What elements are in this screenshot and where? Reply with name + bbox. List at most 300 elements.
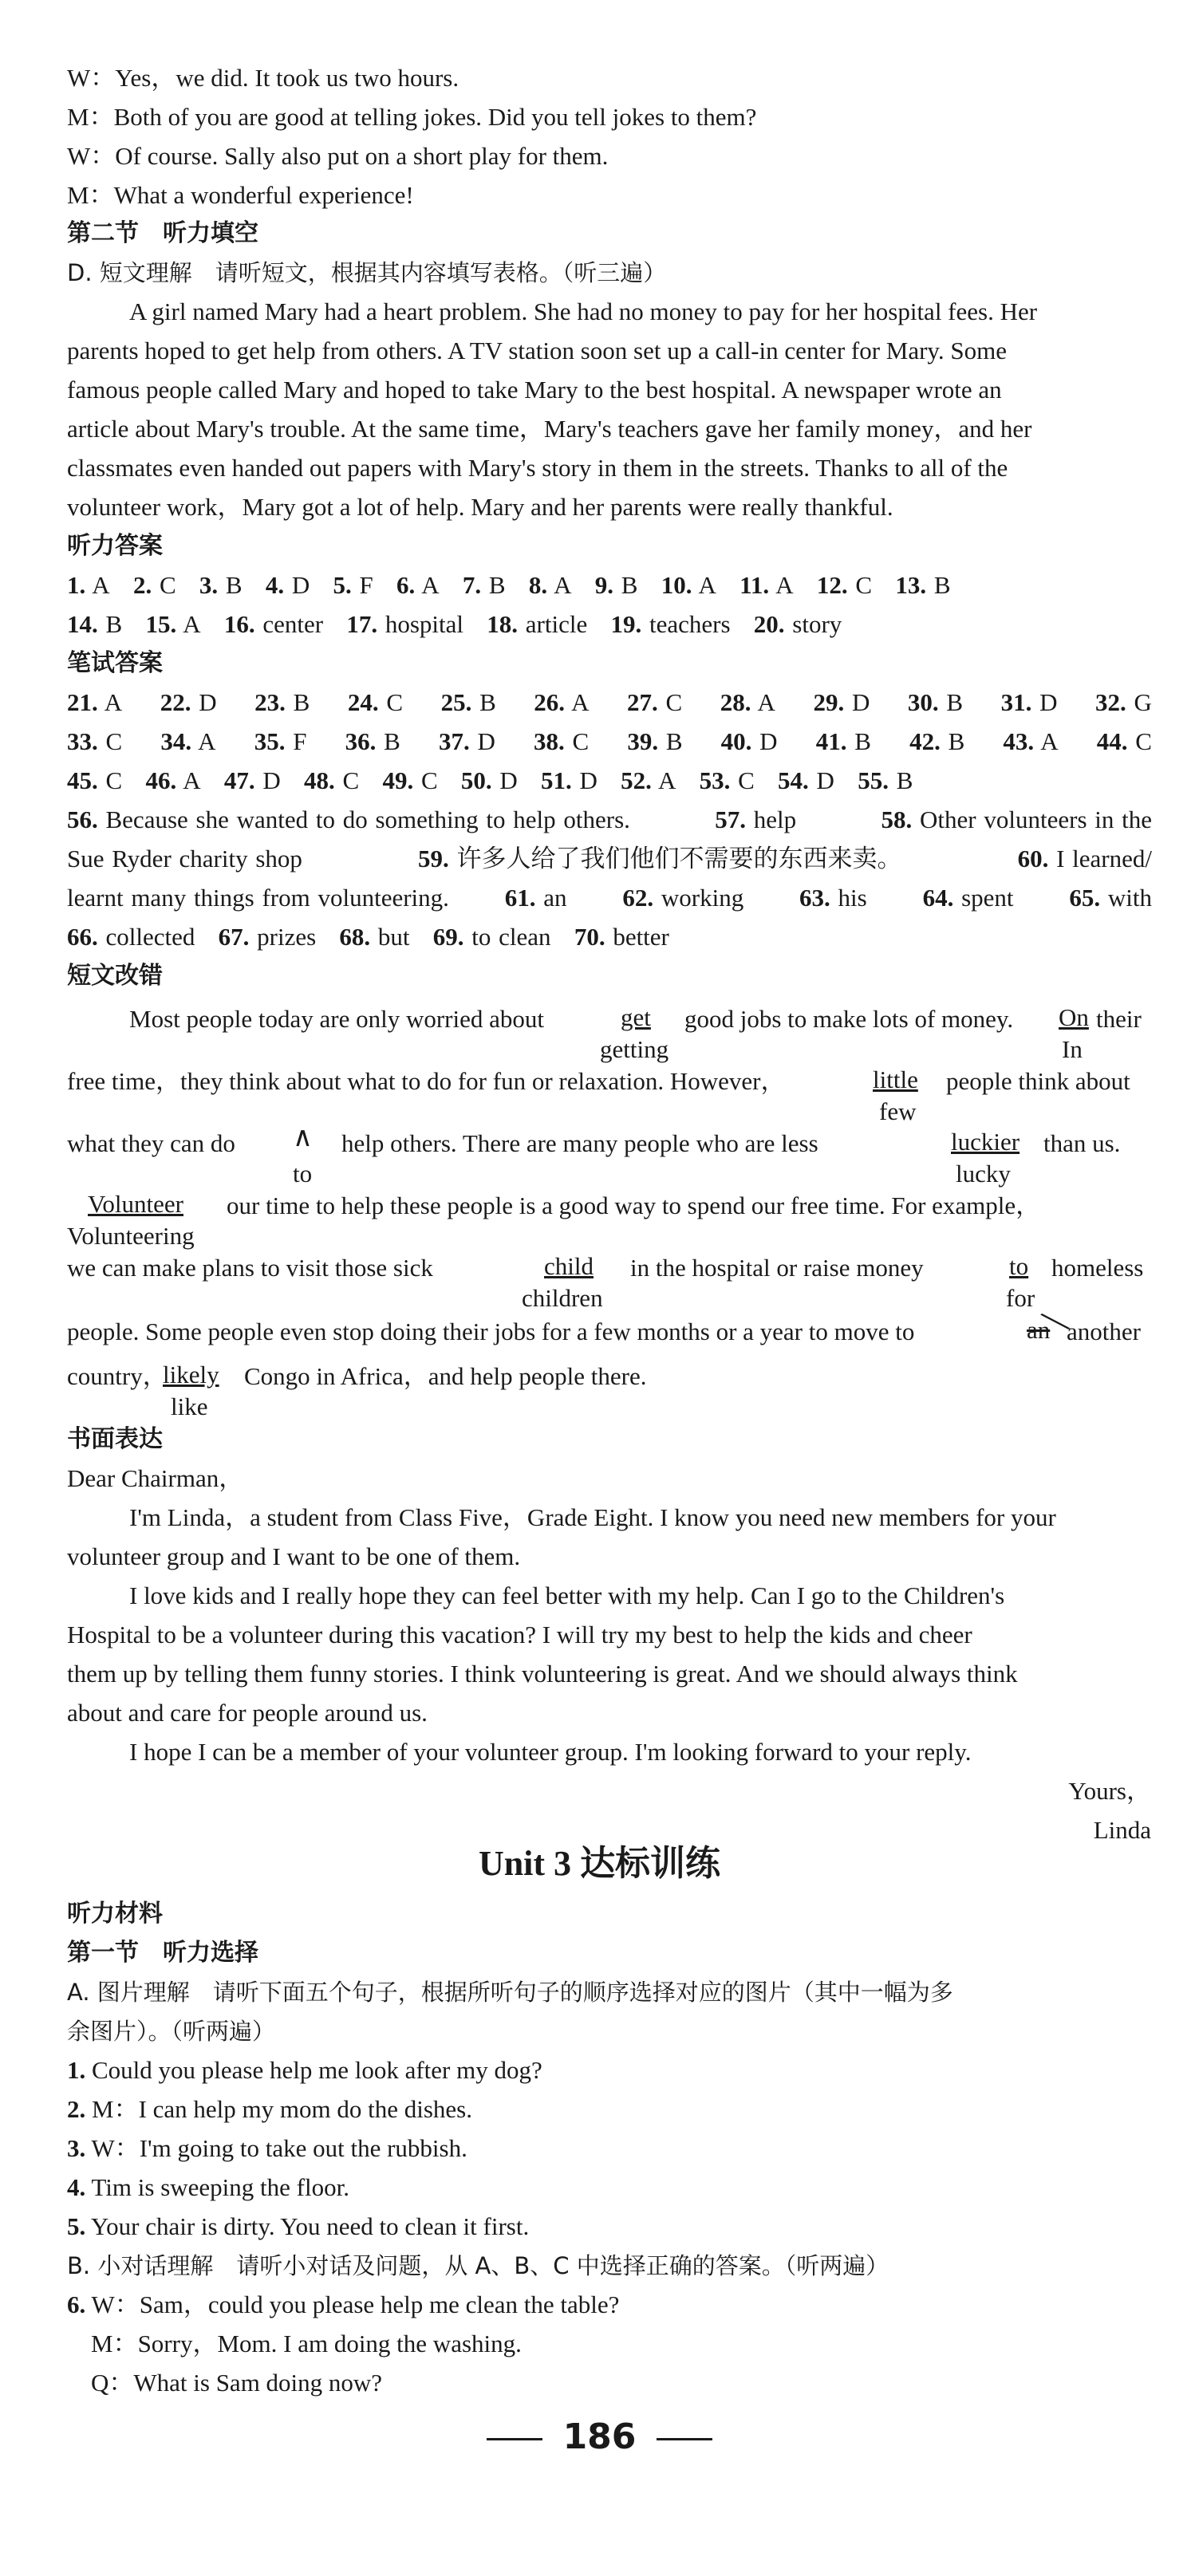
answer-item [661, 571, 716, 599]
answer-value: hospital [385, 610, 464, 638]
passage-line: article about Mary's trouble. At the same time，Mary's teachers gave her family money，and her [67, 415, 1032, 443]
question-number: 26. [534, 688, 566, 716]
answer-value: A [571, 688, 590, 716]
correction-text: free time，they think about what to do for fun or relaxation. However， [67, 1067, 786, 1095]
answer-value: A [198, 727, 216, 755]
question-number: 51. [541, 766, 572, 794]
answer-value: D [1039, 688, 1058, 716]
answer-value: F [293, 727, 307, 755]
wrong-word: luckier [951, 1128, 1020, 1156]
answer-item [858, 766, 913, 794]
question-number: 54. [778, 766, 809, 794]
answer-row [67, 685, 1152, 720]
answer-row [67, 920, 1152, 955]
answer-value: A [657, 766, 676, 794]
answer-item [754, 610, 842, 638]
insert-caret: ∧ [293, 1123, 313, 1152]
dialogue-line: 6. W：Sam，could you please help me clean the table? [67, 2290, 620, 2318]
answer-item [160, 724, 215, 759]
question-number: 52. [621, 766, 652, 794]
corrected-word: for [1006, 1284, 1035, 1312]
correction-text: help others. There are many people who are less [341, 1129, 818, 1157]
answer-value: D [262, 766, 281, 794]
answer-item [505, 880, 567, 916]
answer-value: A [698, 571, 716, 599]
question-number: 42. [909, 727, 941, 755]
answer-value: D [499, 766, 518, 794]
answer-item [348, 685, 403, 720]
answer-value: G [1134, 688, 1152, 716]
correction-text: in the hospital or raise money [630, 1254, 924, 1282]
answer-item [813, 685, 870, 720]
question-number: 2. [132, 571, 152, 599]
letter-line: I hope I can be a member of your volunteer group. I'm looking forward to your reply. [129, 1738, 972, 1766]
question-number: 66. [67, 923, 98, 951]
question-number: 7. [462, 571, 482, 599]
letter-greeting: Dear Chairman， [67, 1464, 244, 1492]
correction-text: Congo in Africa，and help people there. [244, 1362, 647, 1390]
question-number: 34. [160, 727, 192, 755]
listening-material-heading: 听力材料 [67, 1900, 163, 1928]
answer-item [1003, 724, 1058, 759]
answer-item [715, 802, 796, 837]
question-number: 15. [145, 610, 177, 638]
section-heading: 第一节 听力选择 [67, 1939, 258, 1967]
answer-item [908, 685, 963, 720]
dialogue-line: W：Of course. Sally also put on a short play for them. [67, 142, 609, 170]
letter-line: Hospital to be a volunteer during this vacation? I will try my best to help the kids and cheer [67, 1621, 972, 1648]
wrong-word: On [1059, 1003, 1089, 1031]
question-number: 46. [145, 766, 177, 794]
corrected-word: In [1062, 1035, 1083, 1063]
answer-item [254, 685, 310, 720]
answer-value: A [92, 571, 110, 599]
question-number: 58. [881, 805, 913, 833]
page-number: 186 [0, 2416, 1199, 2457]
letter-signature: Linda [1093, 1816, 1151, 1844]
question-number: 65. [1069, 884, 1101, 912]
corrected-word: children [522, 1284, 603, 1312]
passage-line: A girl named Mary had a heart problem. She had no money to pay for her hospital fees. Her [129, 297, 1038, 325]
answer-value: story [792, 610, 842, 638]
letter-line: volunteer group and I want to be one of them. [67, 1542, 521, 1570]
answer-item [595, 571, 638, 599]
corrected-word: getting [600, 1035, 669, 1063]
answer-row [67, 880, 1152, 916]
question-number: 14. [67, 610, 98, 638]
question-number: 5. [333, 571, 352, 599]
answer-row [67, 568, 1152, 603]
answer-value: B [293, 688, 310, 716]
correction-text: people. Some people even stop doing their jobs for a few months or a year to move to [67, 1318, 915, 1345]
answer-item [816, 724, 871, 759]
question-number: 70. [574, 923, 605, 951]
question-number: 61. [504, 884, 536, 912]
answer-item [439, 724, 495, 759]
letter-line: about and care for people around us. [67, 1699, 428, 1727]
question-number: 40. [720, 727, 752, 755]
sentence-item: 2. M：I can help my mom do the dishes. [67, 2095, 472, 2123]
answer-item [463, 571, 506, 599]
answer-value: B [479, 688, 496, 716]
answer-value: C [855, 571, 873, 599]
answer-value: A [554, 571, 572, 599]
answer-item [1001, 685, 1058, 720]
question-number: 41. [815, 727, 847, 755]
answer-item [621, 766, 676, 794]
answer-value: A [1040, 727, 1059, 755]
answer-value: D [477, 727, 495, 755]
answer-item [219, 923, 317, 951]
answer-value: D [579, 766, 598, 794]
answer-item [346, 610, 463, 638]
answer-item [529, 571, 572, 599]
question-number: 21. [67, 688, 98, 716]
unit-title: Unit 3 达标训练 [478, 1844, 721, 1883]
question-number: 36. [345, 727, 377, 755]
question-number: 44. [1096, 727, 1128, 755]
question-number: 59. [418, 845, 449, 872]
answer-value: C [1135, 727, 1152, 755]
listening-answers-heading: 听力答案 [67, 532, 163, 560]
answer-value: D [759, 727, 778, 755]
answer-item [817, 571, 872, 599]
question-number: 33. [67, 727, 98, 755]
answer-value: to clean [471, 923, 551, 951]
answer-value: B [665, 727, 683, 755]
answer-item [541, 766, 598, 794]
answer-value: B [225, 571, 243, 599]
question-number: 11. [740, 571, 770, 599]
question-number: 63. [799, 884, 830, 912]
answer-item [339, 923, 409, 951]
correction-text: people think about [946, 1067, 1130, 1095]
question-number: 43. [1003, 727, 1035, 755]
question-number: 49. [382, 766, 414, 794]
question-number: 57. [715, 805, 747, 833]
answer-item [610, 610, 730, 638]
answer-value: B [946, 688, 964, 716]
answer-value: A [757, 688, 775, 716]
answer-item [254, 724, 307, 759]
correction-text: homeless [1051, 1254, 1144, 1282]
question-number: 12. [816, 571, 848, 599]
question-number: 29. [813, 688, 845, 716]
question-number: 10. [661, 571, 692, 599]
answer-item [627, 685, 682, 720]
answer-item [1097, 724, 1152, 759]
answer-value: learnt many things from volunteering. [67, 884, 449, 912]
answer-value: Other volunteers in the [920, 805, 1152, 833]
question-number: 37. [438, 727, 470, 755]
writing-heading: 书面表达 [67, 1425, 163, 1453]
answer-row [67, 841, 1152, 876]
answer-item [721, 724, 778, 759]
answer-item [534, 685, 589, 720]
answer-value: D [199, 688, 217, 716]
question-number: 69. [432, 923, 464, 951]
answer-item [67, 610, 122, 638]
question-number: 20. [753, 610, 785, 638]
correction-text: Most people today are only worried about [129, 1005, 544, 1033]
answer-value: A [421, 571, 440, 599]
answer-value: A [183, 766, 201, 794]
answer-item [433, 923, 551, 951]
answer-value: center [262, 610, 324, 638]
question-number: 13. [895, 571, 927, 599]
question-number: 67. [218, 923, 250, 951]
question-number: 38. [533, 727, 565, 755]
answer-item [487, 610, 587, 638]
written-answers-heading: 笔试答案 [67, 649, 163, 677]
answer-value: Because she wanted to do something to help others. [105, 805, 630, 833]
answer-item [740, 571, 793, 599]
answer-value: B [896, 766, 913, 794]
correction-text: what they can do [67, 1129, 235, 1157]
answer-item [622, 880, 743, 916]
question-number: 8. [528, 571, 548, 599]
correction-text: another [1067, 1318, 1141, 1345]
answer-item [67, 724, 122, 759]
answer-item [67, 841, 302, 876]
answer-value: F [359, 571, 373, 599]
answer-item [700, 766, 755, 794]
answer-value: spent [961, 884, 1014, 912]
answer-value: A [183, 610, 201, 638]
answer-item [909, 724, 964, 759]
answer-value: C [738, 766, 755, 794]
deleted-word: an [1027, 1316, 1051, 1344]
section-instruction: 余图片）。（听两遍） [67, 2018, 276, 2045]
answer-item [133, 571, 176, 599]
answer-item [67, 880, 449, 916]
answer-row [67, 607, 1152, 642]
question-number: 1. [67, 571, 86, 599]
answer-item [266, 571, 310, 599]
dialogue-line: W：Yes，we did. It took us two hours. [67, 64, 459, 92]
question-number: 47. [223, 766, 255, 794]
answer-item [1018, 841, 1152, 876]
section-instruction: A. 图片理解 请听下面五个句子，根据所听句子的顺序选择对应的图片（其中一幅为多 [67, 1979, 953, 2006]
question-number: 24. [347, 688, 379, 716]
answer-value: C [420, 766, 438, 794]
sentence-item: 1. Could you please help me look after my dog? [67, 2056, 542, 2084]
question-number: 55. [858, 766, 889, 794]
answer-item [67, 802, 630, 837]
question-number: 27. [627, 688, 658, 716]
answer-value: B [488, 571, 506, 599]
answer-value: teachers [649, 610, 731, 638]
sentence-item: 3. W：I'm going to take out the rubbish. [67, 2134, 467, 2162]
answer-item [720, 685, 775, 720]
answer-value: D [816, 766, 834, 794]
answer-value: working [661, 884, 744, 912]
answer-item [461, 766, 518, 794]
corrected-word: lucky [956, 1160, 1011, 1188]
answer-value: A [104, 688, 123, 716]
answer-value: B [933, 571, 951, 599]
answer-item [923, 880, 1014, 916]
question-number: 22. [160, 688, 191, 716]
section-instruction: B. 小对话理解 请听小对话及问题，从 A、B、C 中选择正确的答案。（听两遍） [67, 2252, 889, 2279]
question-number: 16. [223, 610, 255, 638]
passage-line: parents hoped to get help from others. A TV station soon set up a call-in center for Mary. Some [67, 337, 1008, 364]
answer-row [67, 724, 1152, 759]
letter-line: them up by telling them funny stories. I think volunteering is great. And we should always think [67, 1660, 1018, 1688]
answer-value: A [775, 571, 794, 599]
corrected-word: Volunteering [67, 1222, 195, 1250]
answer-item [1095, 685, 1152, 720]
answer-item [895, 571, 950, 599]
wrong-word: Volunteer [88, 1190, 183, 1218]
question-number: 50. [460, 766, 492, 794]
correction-text: we can make plans to visit those sick [67, 1254, 433, 1282]
answer-value: B [948, 727, 965, 755]
passage-line: famous people called Mary and hoped to take Mary to the best hospital. A newspaper wrote an [67, 376, 1002, 404]
answer-value: C [572, 727, 590, 755]
answer-item [418, 841, 902, 876]
question-number: 9. [594, 571, 614, 599]
answer-item [160, 685, 217, 720]
answer-item [799, 880, 867, 916]
correction-text: than us. [1043, 1129, 1121, 1157]
wrong-word: likely [163, 1361, 219, 1388]
answer-value: prizes [257, 923, 317, 951]
correction-text: our time to help these people is a good way to spend our free time. For example， [227, 1191, 1041, 1219]
answer-item [304, 766, 359, 794]
answer-value: D [851, 688, 870, 716]
question-number: 32. [1095, 688, 1126, 716]
question-number: 64. [922, 884, 954, 912]
dialogue-line: M：Sorry，Mom. I am doing the washing. [91, 2330, 522, 2357]
letter-closing: Yours， [1068, 1777, 1151, 1805]
answer-value: C [342, 766, 360, 794]
answer-value: but [377, 923, 410, 951]
question-number: 53. [699, 766, 731, 794]
letter-line: I love kids and I really hope they can feel better with my help. Can I go to the Children's [129, 1581, 1005, 1609]
question-number: 31. [1000, 688, 1032, 716]
answer-item [396, 571, 440, 599]
answer-value: C [105, 727, 123, 755]
answer-item [145, 766, 200, 794]
sentence-item: 5. Your chair is dirty. You need to clean it first. [67, 2212, 530, 2240]
question-number: 62. [622, 884, 654, 912]
answer-item [778, 766, 834, 794]
letter-line: I'm Linda，a student from Class Five，Grade Eight. I know you need new members for your [129, 1503, 1056, 1531]
answer-item [534, 724, 589, 759]
answer-value: better [613, 923, 669, 951]
section-instruction: D. 短文理解 请听短文，根据其内容填写表格。（听三遍） [67, 259, 667, 286]
answer-item [345, 724, 400, 759]
question-number: 48. [304, 766, 335, 794]
passage-line: volunteer work，Mary got a lot of help. Mary and her parents were really thankful. [67, 493, 893, 521]
question-number: 18. [487, 610, 519, 638]
answer-item [145, 610, 200, 638]
answer-item [333, 571, 373, 599]
answer-item [627, 724, 682, 759]
correction-text: country， [67, 1362, 168, 1390]
wrong-word: to [1009, 1252, 1029, 1280]
correction-heading: 短文改错 [67, 962, 163, 990]
dialogue-line: M：Both of you are good at telling jokes. Did you tell jokes to them? [67, 103, 757, 131]
question-number: 17. [346, 610, 378, 638]
passage-line: classmates even handed out papers with Mary's story in them in the streets. Thanks to all of the [67, 454, 1008, 482]
corrected-word: few [879, 1097, 917, 1125]
answer-value: his [838, 884, 867, 912]
answer-item [441, 685, 496, 720]
question-number: 35. [254, 727, 286, 755]
section-heading: 第二节 听力填空 [67, 219, 258, 247]
answer-value: B [621, 571, 638, 599]
answer-value: C [159, 571, 176, 599]
answer-value: with [1107, 884, 1152, 912]
corrected-word: to [293, 1160, 313, 1188]
answer-item [224, 766, 281, 794]
answer-item [882, 802, 1152, 837]
answer-item [382, 766, 437, 794]
question-number: 39. [627, 727, 659, 755]
answer-item [224, 610, 323, 638]
question-number: 25. [440, 688, 472, 716]
answer-row [67, 802, 1152, 837]
question-number: 23. [254, 688, 286, 716]
question-number: 68. [339, 923, 371, 951]
answer-item [574, 923, 669, 951]
question-number: 30. [907, 688, 939, 716]
dialogue-line: M：What a wonderful experience! [67, 181, 414, 209]
answer-item [199, 571, 243, 599]
sentence-item: 4. Tim is sweeping the floor. [67, 2173, 349, 2201]
answer-value: article [525, 610, 588, 638]
answer-value: C [105, 766, 123, 794]
correction-text: good jobs to make lots of money. [684, 1005, 1014, 1033]
question-number: 19. [610, 610, 642, 638]
answer-row [67, 763, 1152, 798]
answer-value: B [384, 727, 400, 755]
answer-value: B [854, 727, 871, 755]
answer-value: B [105, 610, 123, 638]
answer-value: help [753, 805, 797, 833]
answer-value: 许多人给了我们他们不需要的东西来卖。 [456, 845, 902, 872]
question-number: 60. [1017, 845, 1049, 872]
delete-mark: ╲ [1042, 1306, 1069, 1337]
question-number: 4. [265, 571, 285, 599]
answer-item [1069, 880, 1152, 916]
wrong-word: child [544, 1252, 594, 1280]
answer-item [67, 923, 195, 951]
answer-value: an [543, 884, 567, 912]
answer-value: Sue Ryder charity shop [67, 845, 302, 872]
question-number: 56. [67, 805, 98, 833]
answer-value: C [386, 688, 404, 716]
answer-item [67, 766, 122, 794]
question-number: 6. [396, 571, 416, 599]
question-number: 45. [67, 766, 98, 794]
correction-text: their [1096, 1005, 1142, 1033]
question-number: 28. [720, 688, 751, 716]
answer-item [67, 685, 122, 720]
wrong-word: get [621, 1003, 651, 1031]
answer-value: collected [105, 923, 195, 951]
answer-value: I learned/ [1056, 845, 1152, 872]
answer-item [67, 571, 110, 599]
corrected-word: like [171, 1392, 208, 1420]
dialogue-line: Q：What is Sam doing now? [91, 2369, 383, 2397]
answer-value: D [291, 571, 310, 599]
answer-value: C [665, 688, 683, 716]
question-number: 3. [199, 571, 219, 599]
wrong-word: little [873, 1065, 918, 1093]
